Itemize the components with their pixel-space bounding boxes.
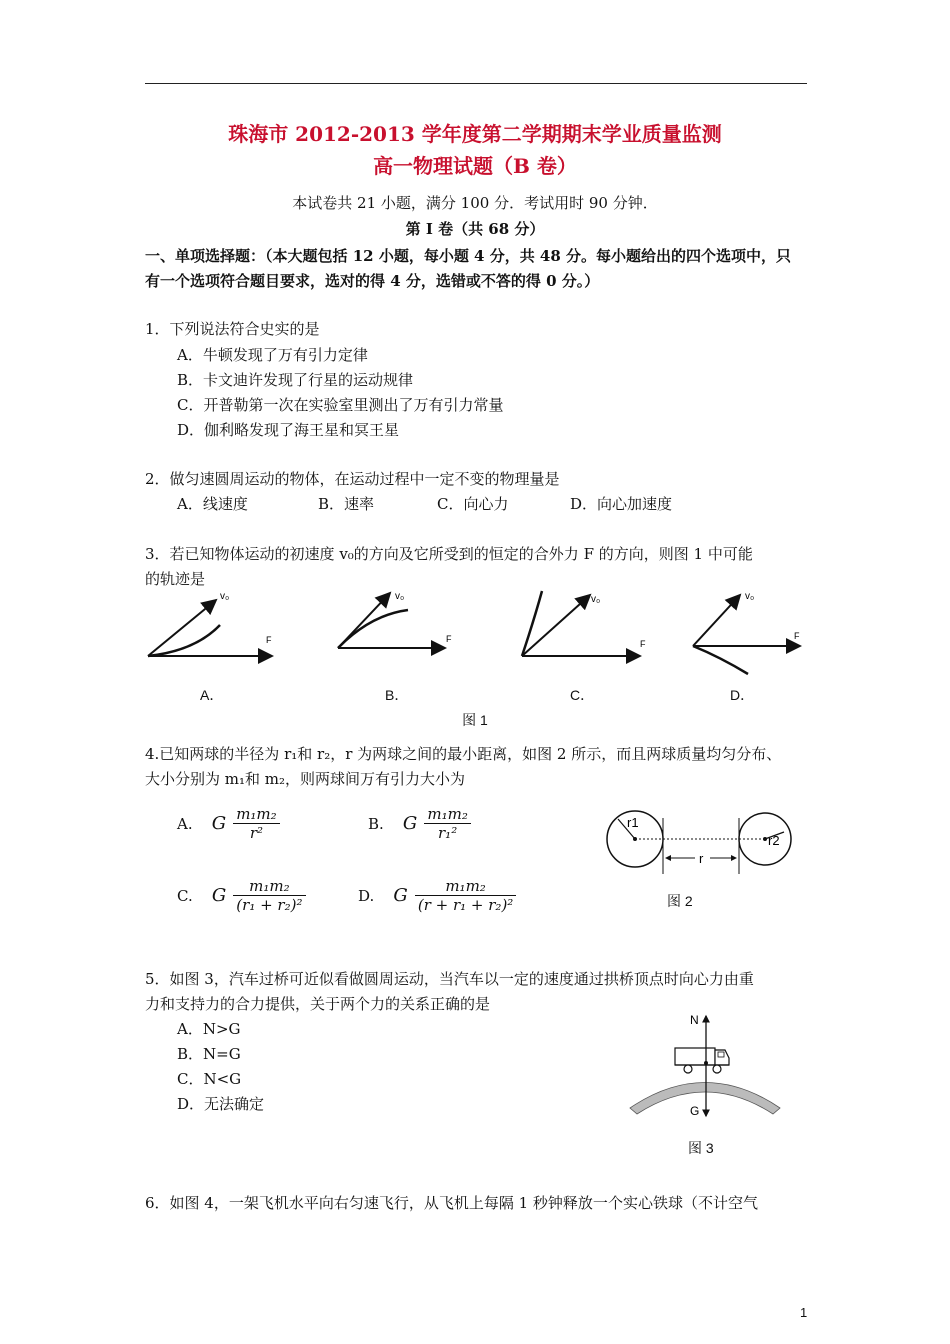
- label-n: N: [690, 1013, 699, 1027]
- q4-option-b-fraction: [424, 805, 470, 842]
- q4-option-b: [368, 805, 471, 842]
- q4-option-b-letter: B.: [368, 814, 384, 833]
- q4-option-b-denominator: r₁²: [438, 824, 458, 842]
- q4-option-a-g: G: [211, 813, 227, 834]
- q4-option-d-g: G: [393, 885, 408, 906]
- q4-option-c-g: G: [211, 885, 227, 906]
- path-curve-a: [148, 625, 220, 656]
- section-heading-line2: 有一个选项符合题目要求，选对的得 4 分，选错或不答的得 0 分。）: [145, 272, 600, 290]
- label-r: r: [699, 851, 704, 866]
- f-label-b: F: [446, 634, 452, 644]
- path-curve-b: [338, 610, 408, 648]
- figure-3-caption: 图 3: [688, 1140, 714, 1156]
- velocity-arrow-d: [693, 595, 740, 646]
- q1-stem: 1．下列说法符合史实的是: [145, 320, 320, 338]
- q2-option-b: B．速率: [318, 495, 375, 513]
- q2-option-c: C．向心力: [437, 495, 509, 513]
- v0-label-a: v₀: [220, 591, 230, 602]
- fig1-option-b-label: B．: [385, 687, 409, 703]
- q4-option-a-fraction: [233, 805, 279, 842]
- q2-option-d: D．向心加速度: [570, 495, 673, 513]
- fig1-option-a-label: A．: [200, 687, 224, 703]
- q4-option-d-fraction: [415, 877, 516, 914]
- q4-option-c-numerator: m₁m₂: [249, 877, 290, 895]
- bridge-arch: [630, 1083, 780, 1115]
- v0-label-d: v₀: [745, 591, 755, 602]
- figure-2-caption: 图 2: [667, 893, 693, 909]
- q4-stem-line1: 4.已知两球的半径为 r₁和 r₂，r 为两球之间的最小距离，如图 2 所示，而且两球质量均匀分布、: [145, 745, 782, 763]
- q6-stem-line1: 6．如图 4，一架飞机水平向右匀速飞行，从飞机上每隔 1 秒钟释放一个实心铁球（不计空气: [145, 1194, 758, 1212]
- q4-option-b-g: G: [402, 813, 418, 834]
- q2-option-a: A．线速度: [177, 495, 248, 513]
- q1-option-c: C．开普勒第一次在实验室里测出了万有引力常量: [177, 396, 504, 414]
- figure-1-caption: 图 1: [462, 712, 488, 728]
- trajectory-diagram-d: [693, 591, 800, 674]
- fig1-option-d-label: D．: [730, 687, 755, 703]
- q5-option-c: C．N<G: [177, 1070, 242, 1088]
- fig1-option-c-label: C．: [570, 687, 595, 703]
- q3-stem-line2: 的轨迹是: [145, 570, 206, 588]
- q4-option-d-denominator: (r + r₁ + r₂)²: [417, 896, 514, 914]
- figure-3-car-on-bridge: [625, 1012, 785, 1122]
- q1-option-a: A．牛顿发现了万有引力定律: [177, 346, 368, 364]
- f-label-c: F: [640, 639, 646, 649]
- q4-option-d: [358, 877, 516, 914]
- q4-option-c: [177, 877, 306, 914]
- q4-option-b-numerator: m₁m₂: [427, 805, 468, 823]
- q4-option-c-fraction: [233, 877, 305, 914]
- q4-option-d-letter: D.: [358, 886, 375, 905]
- page-number: 1: [800, 1305, 808, 1320]
- label-r2: r2: [768, 833, 780, 848]
- label-r1: r1: [627, 815, 639, 830]
- trajectory-diagram-b: [338, 591, 452, 648]
- f-label-d: F: [794, 631, 800, 641]
- q4-option-c-denominator: (r₁ + r₂)²: [236, 896, 303, 914]
- truck: [675, 1048, 729, 1073]
- q4-stem-line2: 大小分别为 m₁和 m₂，则两球间万有引力大小为: [145, 770, 466, 788]
- part-title: 第 I 卷（共 68 分）: [405, 220, 545, 238]
- figure-2-two-spheres: [600, 808, 810, 878]
- q2-stem: 2．做匀速圆周运动的物体，在运动过程中一定不变的物理量是: [145, 470, 560, 488]
- q5-stem-line2: 力和支持力的合力提供，关于两个力的关系正确的是: [145, 995, 491, 1013]
- figure-1-trajectories: [140, 585, 820, 680]
- q5-option-a: A．N>G: [177, 1020, 241, 1038]
- q5-option-b: B．N=G: [177, 1045, 241, 1063]
- exam-title: 珠海市 2012-2013 学年度第二学期期末学业质量监测: [228, 122, 722, 146]
- q4-option-a-letter: A.: [177, 814, 193, 833]
- q4-option-d-numerator: m₁m₂: [445, 877, 486, 895]
- q4-option-a-denominator: r²: [249, 824, 264, 842]
- v0-label-c: v₀: [591, 594, 601, 605]
- q4-option-c-letter: C.: [177, 886, 193, 905]
- section-heading-line1: 一、单项选择题：（本大题包括 12 小题，每小题 4 分，共 48 分。每小题给出的四个选项中，只: [145, 247, 792, 265]
- q5-option-d: D．无法确定: [177, 1095, 265, 1113]
- q1-option-b: B．卡文迪许发现了行星的运动规律: [177, 371, 414, 389]
- trajectory-diagram-c: [522, 591, 646, 656]
- f-label-a: F: [266, 635, 272, 645]
- q4-option-a-numerator: m₁m₂: [236, 805, 277, 823]
- q3-stem-line1: 3．若已知物体运动的初速度 v₀的方向及它所受到的恒定的合外力 F 的方向，则图 1 中可能: [145, 545, 753, 563]
- q4-option-a: [177, 805, 280, 842]
- path-curve-d: [693, 646, 748, 674]
- q5-stem-line1: 5．如图 3，汽车过桥可近似看做圆周运动，当汽车以一定的速度通过拱桥顶点时向心力由重: [145, 970, 754, 988]
- exam-subtitle: 高一物理试题（B 卷）: [373, 154, 577, 178]
- trajectory-diagram-a: [148, 591, 272, 656]
- v0-label-b: v₀: [395, 591, 405, 602]
- label-g: G: [690, 1104, 700, 1118]
- header-rule: [145, 83, 807, 84]
- q1-option-d: D．伽利略发现了海王星和冥王星: [177, 421, 400, 439]
- exam-info: 本试卷共 21 小题，满分 100 分．考试用时 90 分钟．: [292, 194, 658, 212]
